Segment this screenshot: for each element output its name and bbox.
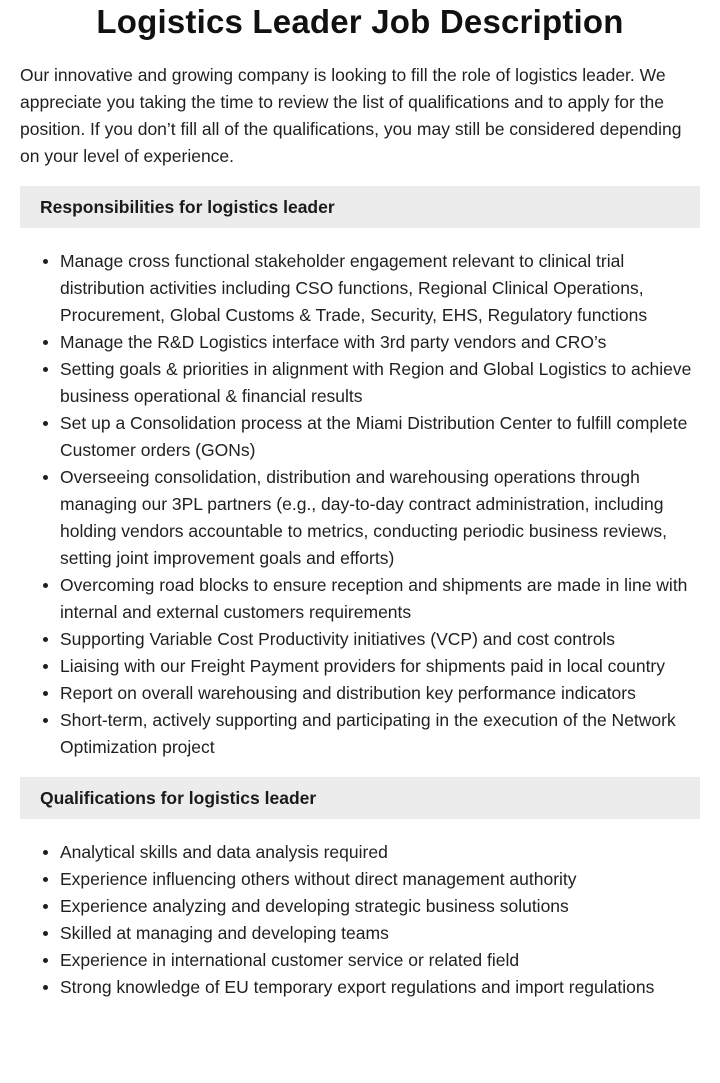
- list-item: Setting goals & priorities in alignment with Region and Global Logistics to achieve business operational & financial results: [60, 356, 700, 410]
- qualifications-heading: Qualifications for logistics leader: [20, 777, 700, 819]
- list-item: Experience analyzing and developing strategic business solutions: [60, 893, 700, 920]
- list-item: Short-term, actively supporting and participating in the execution of the Network Optimization project: [60, 707, 700, 761]
- list-item: Strong knowledge of EU temporary export regulations and import regulations: [60, 974, 700, 1001]
- list-item: Overcoming road blocks to ensure reception and shipments are made in line with internal and external customers requirements: [60, 572, 700, 626]
- list-item: Skilled at managing and developing teams: [60, 920, 700, 947]
- qualifications-list: [20, 839, 700, 1001]
- list-item: Experience in international customer service or related field: [60, 947, 700, 974]
- intro-paragraph: Our innovative and growing company is looking to fill the role of logistics leader. We appreciate you taking the time to review the list of qualifications and to apply for the position. If you don’t fill all of the qualifications, you may still be considered depending on your level of experience.: [20, 65, 682, 166]
- list-item: Report on overall warehousing and distribution key performance indicators: [60, 680, 700, 707]
- list-item: Supporting Variable Cost Productivity initiatives (VCP) and cost controls: [60, 626, 700, 653]
- page-title: Logistics Leader Job Description: [96, 3, 624, 40]
- responsibilities-list: [20, 248, 700, 761]
- responsibilities-heading: Responsibilities for logistics leader: [20, 186, 700, 228]
- list-item: Overseeing consolidation, distribution and warehousing operations through managing our 3PL partners (e.g., day-to-day contract administration, including holding vendors accountable to metrics, conducting periodic business reviews, setting joint improvement goals and efforts): [60, 464, 700, 572]
- list-item: Manage the R&D Logistics interface with 3rd party vendors and CRO’s: [60, 329, 700, 356]
- list-item: Liaising with our Freight Payment providers for shipments paid in local country: [60, 653, 700, 680]
- list-item: Manage cross functional stakeholder engagement relevant to clinical trial distribution activities including CSO functions, Regional Clinical Operations, Procurement, Global Customs & Trade, Security, EHS, Regulatory functions: [60, 248, 700, 329]
- list-item: Experience influencing others without direct management authority: [60, 866, 700, 893]
- list-item: Analytical skills and data analysis required: [60, 839, 700, 866]
- list-item: Set up a Consolidation process at the Miami Distribution Center to fulfill complete Customer orders (GONs): [60, 410, 700, 464]
